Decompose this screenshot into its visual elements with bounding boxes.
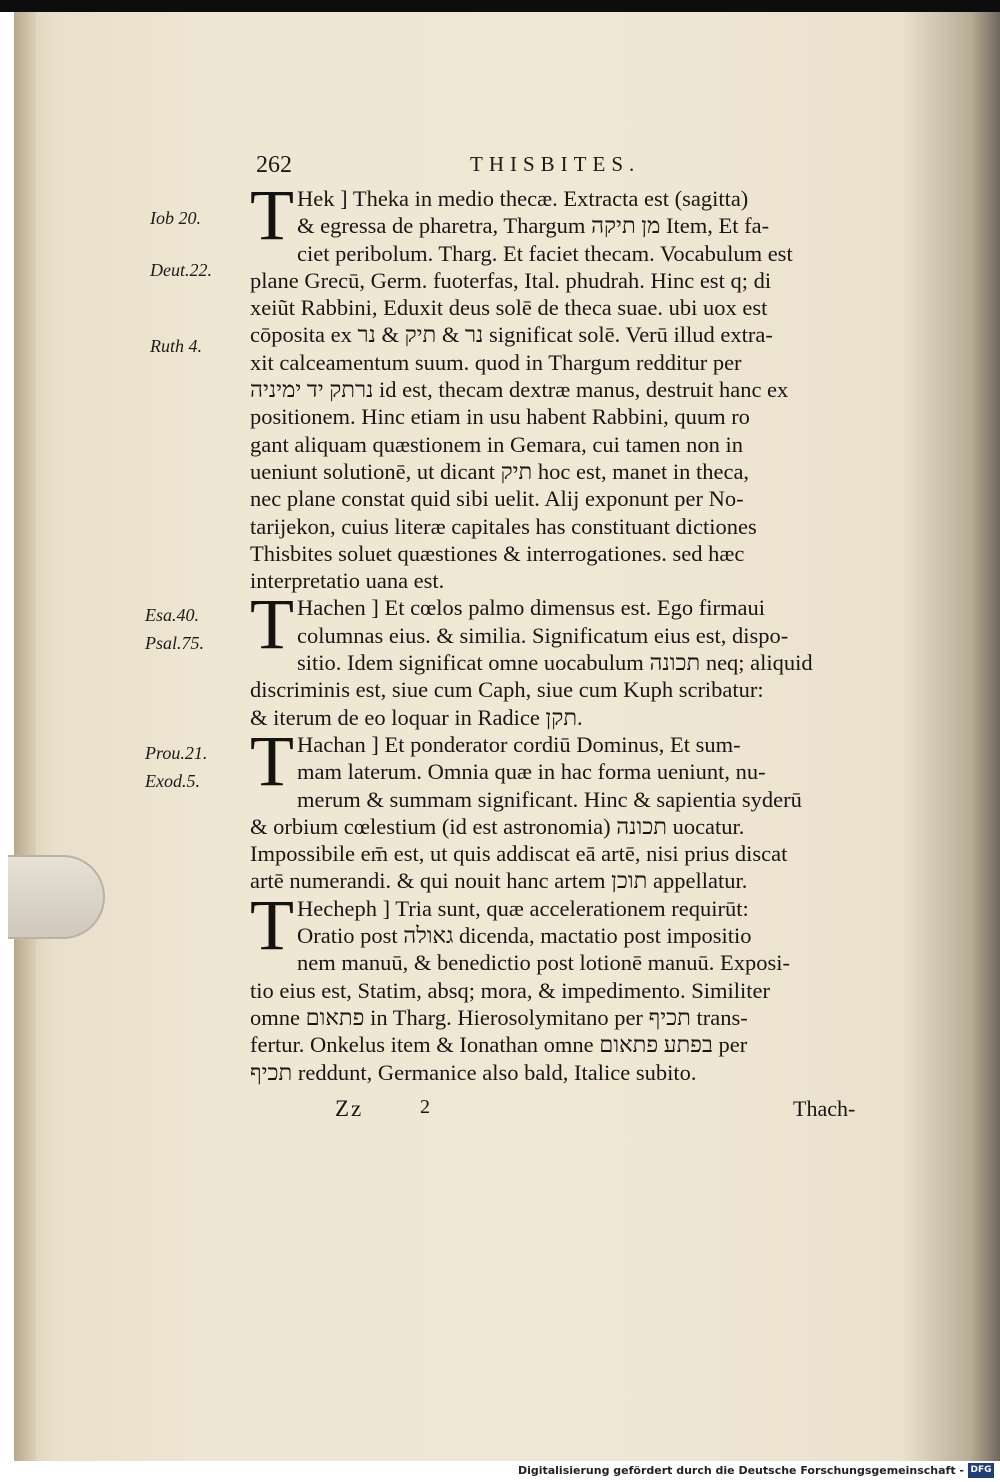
text-line: & orbium cœlestium (id est astronomia) תכונה uocatur. (250, 813, 745, 839)
page-number: 262 (256, 152, 292, 178)
drop-cap: T (250, 884, 294, 965)
page-gutter-edge (14, 12, 36, 1461)
text-line: Hek ] Theka in medio thecæ. Extracta est (sagitta) (297, 186, 749, 211)
text-line: Hachan ] Et ponderator cordiū Dominus, Et sum- (297, 731, 741, 757)
text-line: artē numerandi. & qui nouit hanc artem תוכן appellatur. (250, 868, 748, 894)
text-line: xit calceamentum suum. quod in Thargum redditur per (250, 349, 742, 375)
text-line: Oratio post גאולה dicenda, mactatio post impositio (297, 923, 752, 949)
text-line: tio eius est, Statim, absq; mora, & impedimento. Similiter (250, 977, 770, 1003)
funding-credit: Digitalisierung gefördert durch die Deutsche Forschungsgemeinschaft - (517, 1464, 964, 1477)
text-line: nem manuū, & benedictio post lotionē manuū. Exposi- (297, 950, 791, 976)
text-line: sitio. Idem significat omne uocabulum תכונה neq; aliquid (297, 650, 813, 676)
text-line: nec plane constat quid sibi uelit. Alij exponunt per No- (250, 486, 744, 512)
text-line: נרתק יד ימיניה id est, thecam dextræ manus, destruit hanc ex (250, 377, 789, 403)
margin-ref: Esa.40. (145, 605, 199, 625)
entry-thachen (250, 584, 900, 730)
margin-ref: Exod.5. (145, 771, 200, 791)
drop-cap: T (250, 584, 294, 665)
text-line: mam laterum. Omnia quæ in hac forma ueniunt, nu- (297, 759, 766, 785)
drop-cap: T (250, 720, 294, 801)
text-line: positionem. Hinc etiam in usu habent Rabbini, quum ro (250, 404, 750, 430)
catchword: Thach- (793, 1096, 856, 1121)
text-line: & egressa de pharetra, Thargum מן תיקה Item, Et fa- (297, 213, 770, 239)
running-title: THISBITES. (470, 152, 641, 176)
text-line: omne פתאום in Tharg. Hierosolymitano per תכיף trans- (250, 1004, 748, 1030)
entry-thachan (250, 720, 900, 895)
text-line: Thisbites soluet quæstiones & interrogationes. sed hæc (250, 540, 745, 566)
text-line: ueniunt solutionē, ut dicant תיק hoc est, manet in theca, (250, 458, 750, 484)
text-line: discriminis est, siue cum Caph, siue cum Kuph scribatur: (250, 677, 764, 703)
text-line: tarijekon, cuius literæ capitales has constituant dictiones (250, 513, 757, 539)
text-line: ciet peribolum. Tharg. Et faciet thecam. Vocabulum est (297, 240, 793, 266)
page-header (250, 152, 890, 186)
margin-ref: Deut.22. (150, 260, 212, 280)
entry-thek (250, 175, 900, 594)
text-line: cōposita ex נר & תיק & נר significat solē. Verū illud extra- (250, 322, 773, 348)
text-line: xeiũt Rabbini, Eduxit deus solē de theca suae. ubi uox est (250, 295, 768, 321)
drop-cap: T (250, 175, 294, 255)
text-line: Hachen ] Et cœlos palmo dimensus est. Ego firmaui (297, 595, 766, 621)
text-line: gant aliquam quæstionem in Gemara, cui tamen non in (250, 431, 744, 457)
text-line: Hecheph ] Tria sunt, quæ accelerationem requirūt: (297, 895, 749, 921)
text-line: merum & summam significant. Hinc & sapientia syderū (297, 786, 802, 812)
margin-ref: Psal.75. (145, 633, 205, 653)
margin-ref: Prou.21. (145, 743, 208, 763)
text-line: fertur. Onkelus item & Ionathan omne בפתע פתאום per (250, 1032, 748, 1058)
page-clip (8, 855, 105, 939)
signature-number: 2 (420, 1096, 430, 1118)
text-line: plane Grecū, Germ. fuoterfas, Ital. phudrah. Hinc est q; di (250, 267, 772, 293)
top-border (0, 0, 1000, 12)
main-text (250, 175, 900, 1086)
entry-thecheph (250, 884, 900, 1086)
text-line: columnas eius. & similia. Significatum eius est, dispo- (297, 622, 789, 648)
digitization-footer (0, 1461, 1000, 1482)
text-line: & iterum de eo loquar in Radice תקן. (250, 704, 583, 730)
margin-ref: Iob 20. (150, 208, 201, 228)
margin-ref: Ruth 4. (150, 336, 202, 356)
text-line: תכיף reddunt, Germanice also bald, Italice subito. (250, 1059, 697, 1085)
dfg-logo: DFG (968, 1463, 994, 1478)
signature-mark: Zz (335, 1096, 364, 1121)
text-line: Impossibile em̄ est, ut quis addiscat eā artē, nisi prius discat (250, 841, 788, 867)
signature-line (335, 1096, 895, 1126)
text-line: interpretatio uana est. (250, 568, 445, 594)
